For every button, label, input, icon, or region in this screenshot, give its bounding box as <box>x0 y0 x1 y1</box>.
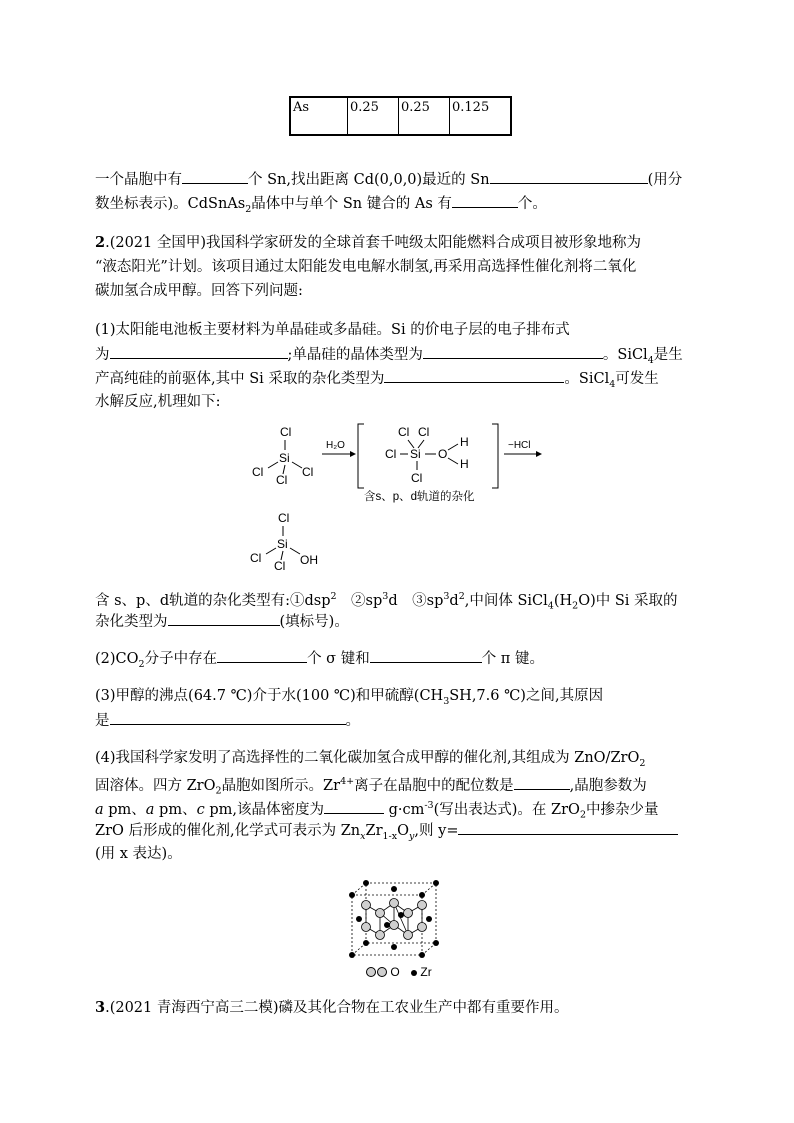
text: 分子中存在 <box>144 651 218 667</box>
q2-part1-line2 <box>95 344 683 371</box>
text: 离子在晶胞中的配位数是 <box>354 777 514 794</box>
superscript: 2 <box>330 591 337 602</box>
text: ;单晶硅的晶体类型为 <box>287 347 423 363</box>
text: ,则 y= <box>414 823 459 839</box>
text: ,中间体 SiCl <box>464 592 548 609</box>
answer-blank[interactable] <box>110 344 288 359</box>
q1-line-2 <box>95 193 547 220</box>
bracket-left <box>358 424 364 488</box>
text: 。SiCl <box>564 371 610 387</box>
text: 是生 <box>653 347 683 363</box>
q2-intro-1 <box>95 233 641 253</box>
q2-part4-line4 <box>95 820 678 847</box>
superscript: 4+ <box>340 776 355 787</box>
q2-part1-line6 <box>95 611 349 632</box>
text: d ③sp <box>388 592 444 609</box>
answer-blank[interactable] <box>423 344 603 359</box>
subscript-y: y <box>409 830 415 842</box>
text: 是 <box>95 713 110 729</box>
text: ZrO 后形成的催化剂,化学式可表示为 Zn <box>95 823 361 839</box>
group-oh: OH <box>300 553 318 567</box>
text: g·cm <box>383 801 425 818</box>
text: SH,7.6 ℃)之间,其原因 <box>449 688 604 704</box>
subscript: 2 <box>245 203 252 215</box>
hybrid-caption: 含s、p、d轨道的杂化 <box>364 491 475 503</box>
param-a: a <box>95 801 104 818</box>
atom-cl: Cl <box>302 465 314 479</box>
arrow-head <box>350 451 356 457</box>
text: (2)CO <box>95 651 139 667</box>
bracket-right <box>492 424 498 488</box>
text: (用分 <box>647 172 683 188</box>
text: O)中 Si 采取的 <box>578 592 678 609</box>
bond <box>448 458 458 464</box>
reagent-label: H₂O <box>326 440 345 451</box>
param-c: c <box>196 801 205 818</box>
atom-cl: Cl <box>274 559 286 573</box>
text: 可发生 <box>615 371 659 387</box>
atom-cl: Cl <box>250 551 262 565</box>
text: 。SiCl <box>602 347 648 363</box>
subscript: 4 <box>547 600 554 612</box>
atom-cl: Cl <box>398 425 410 439</box>
text: 固溶体。四方 ZrO <box>95 777 216 794</box>
text: 个 π 键。 <box>481 651 544 667</box>
atom-h: H <box>460 457 469 471</box>
atom-cl: Cl <box>418 425 430 439</box>
question-number: 3 <box>95 999 106 1016</box>
text: 一个晶胞中有 <box>95 172 182 188</box>
text: 个 σ 键和 <box>307 651 370 667</box>
question-source: .(2021 全国甲) <box>105 235 207 251</box>
sicl4-hydrolysis-scheme <box>240 418 560 578</box>
atom-si: Si <box>279 451 290 465</box>
reagent-label: −HCl <box>508 440 531 451</box>
text: (H <box>553 592 573 609</box>
q2-part1-line3 <box>95 368 659 395</box>
table-cell: 0.25 <box>348 97 399 135</box>
answer-blank[interactable] <box>384 368 564 383</box>
bond <box>268 462 278 468</box>
subscript: 1-x <box>382 830 398 842</box>
bond <box>290 548 300 554</box>
text: ②sp <box>336 592 383 609</box>
subscript-x: x <box>360 830 366 842</box>
subscript: 2 <box>579 809 586 821</box>
superscript: -3 <box>424 800 434 811</box>
text: 个。 <box>517 196 547 212</box>
text: (写出表达式)。在 ZrO <box>433 801 580 818</box>
text: 产高纯硅的前驱体,其中 Si 采取的杂化类型为 <box>95 371 385 387</box>
text: 磷及其化合物在工农业生产中都有重要作用。 <box>278 1000 569 1016</box>
bond <box>292 462 302 468</box>
q2-part1-line4: 水解反应,机理如下: <box>95 394 221 410</box>
text: d <box>449 592 459 609</box>
text: 杂化类型为 <box>95 614 168 630</box>
text: pm、 <box>103 801 146 818</box>
text: 个 Sn,找出距离 Cd(0,0,0)最近的 Sn <box>248 172 490 188</box>
subscript: 3 <box>443 695 450 707</box>
text: 为 <box>95 347 110 363</box>
q2-part4-line5: (用 x 表达)。 <box>95 846 182 862</box>
text: 我国科学家研发的全球首套千吨级太阳能燃料合成项目被形象地称为 <box>206 235 642 251</box>
param-a: a <box>145 801 155 818</box>
text: 中掺杂少量 <box>585 801 659 818</box>
question-source: .(2021 青海西宁高三二模) <box>105 1000 279 1016</box>
answer-blank[interactable] <box>490 169 648 184</box>
subscript: 4 <box>609 378 616 390</box>
answer-blank[interactable] <box>182 169 248 184</box>
answer-blank[interactable] <box>324 799 384 814</box>
o-legend-icon <box>366 967 376 977</box>
superscript: 2 <box>458 591 465 602</box>
table-row <box>290 97 511 135</box>
q2-part3-line2 <box>95 710 360 731</box>
q2-part3-line1 <box>95 686 603 712</box>
atom-cl: Cl <box>278 511 290 525</box>
question-number: 2 <box>95 234 106 251</box>
text: ,晶胞参数为 <box>569 777 647 794</box>
arrow-head <box>536 451 542 457</box>
answer-blank[interactable] <box>514 775 570 790</box>
answer-blank[interactable] <box>458 820 678 835</box>
table-cell: 0.25 <box>399 97 450 135</box>
bond <box>448 444 458 450</box>
atom-cl: Cl <box>276 473 288 487</box>
text: pm、 <box>154 801 197 818</box>
text: (3)甲醇的沸点(64.7 ℃)介于水(100 ℃)和甲硫醇(CH <box>95 688 444 704</box>
text: 。 <box>345 713 360 729</box>
q1-line-1 <box>95 169 682 190</box>
answer-blank[interactable] <box>217 648 307 663</box>
text: 晶胞如图所示。Zr <box>221 777 341 794</box>
atom-cl: Cl <box>411 471 423 485</box>
legend-label-zr: Zr <box>420 965 432 979</box>
atom-cl: Cl <box>385 447 397 461</box>
table-cell: As <box>290 97 348 135</box>
atom-si: Si <box>410 447 421 461</box>
table-cell: 0.125 <box>450 97 512 135</box>
subscript: 2 <box>138 658 145 670</box>
text: Zr <box>365 823 383 839</box>
subscript: 4 <box>647 354 654 366</box>
atom-o: O <box>438 447 448 461</box>
answer-blank[interactable] <box>110 710 346 725</box>
o-legend-icon <box>377 967 387 977</box>
superscript: 3 <box>443 591 450 602</box>
bond <box>266 548 276 554</box>
text: (填标号)。 <box>279 614 349 630</box>
data-table <box>289 96 512 136</box>
text: 晶体中与单个 Sn 键合的 As 有 <box>251 196 452 212</box>
q2-intro-2: “液态阳光”计划。该项目通过太阳能发电电解水制氢,再采用高选择性催化剂将二氧化 <box>95 259 637 275</box>
legend-label-o: O <box>390 965 400 979</box>
atom-cl: Cl <box>252 465 264 479</box>
atom-si: Si <box>277 537 288 551</box>
answer-blank[interactable] <box>370 648 482 663</box>
subscript: 2 <box>639 757 646 769</box>
q2-part2 <box>95 648 544 675</box>
atom-h: H <box>460 435 469 449</box>
zr-legend-icon <box>411 970 417 976</box>
q2-intro-3: 碳加氢合成甲醇。回答下列问题: <box>95 283 303 299</box>
subscript: 2 <box>572 600 579 612</box>
q3-intro <box>95 998 569 1018</box>
text: 数坐标表示)。CdSnAs <box>95 196 246 212</box>
q2-part1-line1: (1)太阳能电池板主要材料为单晶硅或多晶硅。Si 的价电子层的电子排布式 <box>95 322 570 338</box>
subscript: 2 <box>215 785 222 797</box>
answer-blank[interactable] <box>168 611 280 626</box>
q2-part4-line1 <box>95 748 645 774</box>
atom-cl: Cl <box>280 425 292 439</box>
text: O <box>397 823 410 839</box>
text: (4)我国科学家发明了高选择性的二氧化碳加氢合成甲醇的催化剂,其组成为 ZnO/ZrO <box>95 750 640 766</box>
text: 含 s、p、d轨道的杂化类型有:①dsp <box>95 592 331 609</box>
answer-blank[interactable] <box>452 193 518 208</box>
superscript: 3 <box>382 591 389 602</box>
text: pm,该晶体密度为 <box>204 801 324 818</box>
crystal-legend <box>366 965 432 979</box>
